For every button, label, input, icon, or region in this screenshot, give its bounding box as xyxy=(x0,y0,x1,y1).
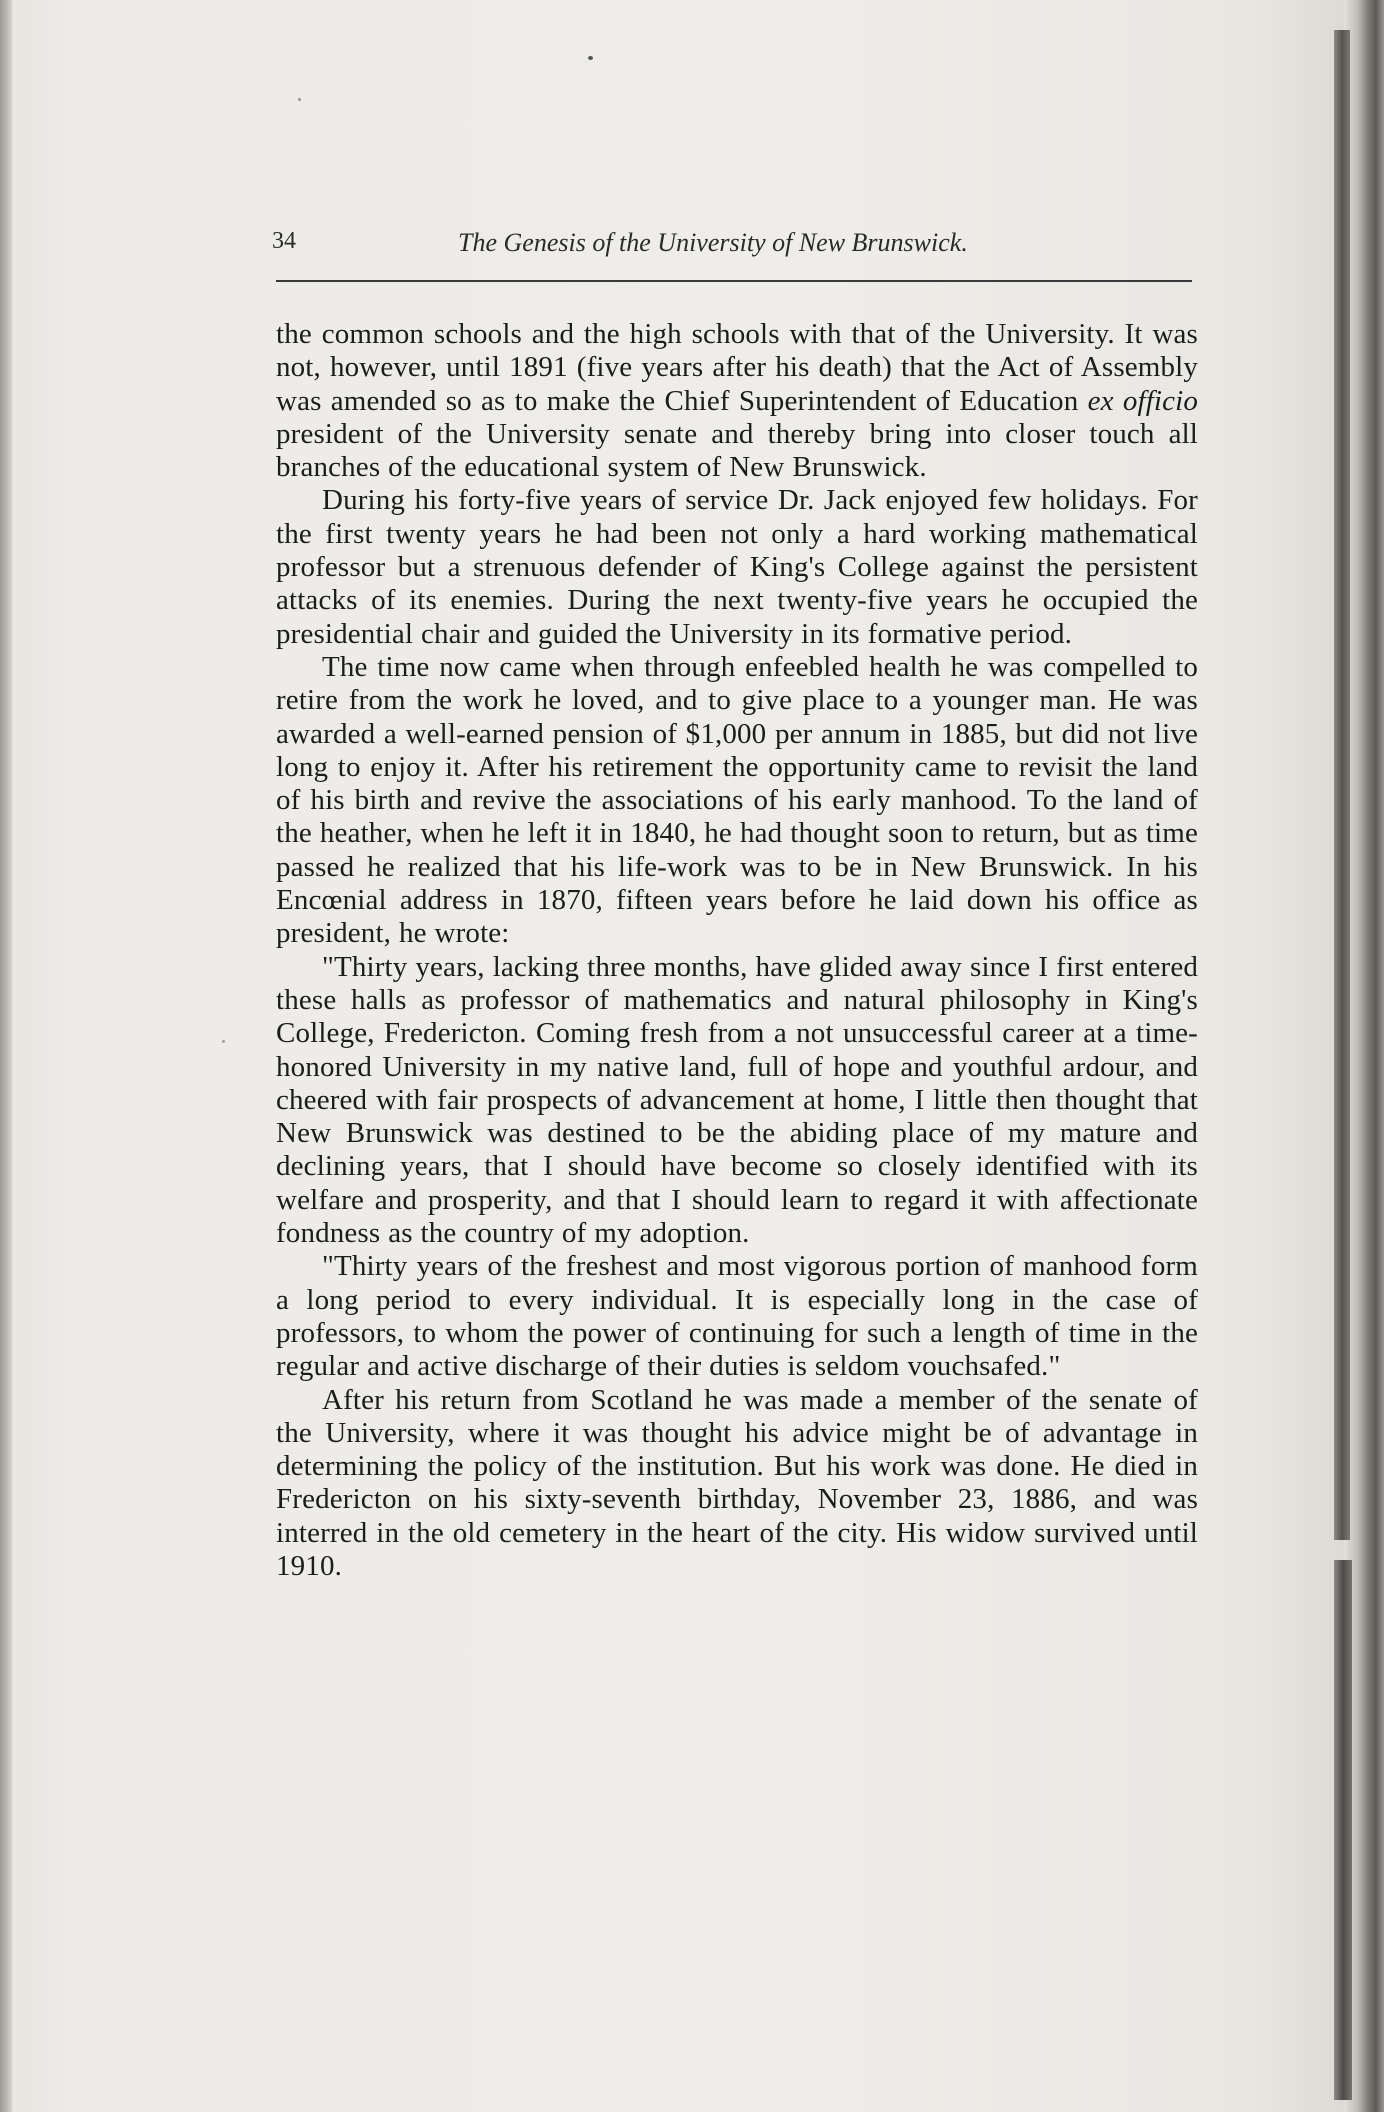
binding-strip-lower xyxy=(1334,1560,1352,2100)
body-text xyxy=(276,318,1198,1583)
quoted-paragraph: "Thirty years of the freshest and most vigorous portion of manhood form a long period to every individual. It is especially long in the case of professors, to whom the power of continuing for such a length of time in the regular and active discharge of their duties is seldom vouchsafed." xyxy=(276,1250,1198,1383)
running-header xyxy=(272,228,1192,268)
scan-speck xyxy=(298,98,301,101)
paragraph: After his return from Scotland he was made a member of the senate of the University, where it was thought his advice might be of advantage in determining the policy of the institution. But his work was done. He died in Fredericton on his sixty-seventh birthday, November 23, 1886, and was interred in the old cemetery in the heart of the city. His widow survived until 1910. xyxy=(276,1383,1198,1582)
scan-speck xyxy=(222,1040,225,1043)
paragraph: the common schools and the high schools with that of the University. It was not, however, until 1891 (five years after his death) that the Act of Assembly was amended so as to make the Chief Superintendent of Education ex officio president of the University senate and thereby bring into closer touch all branches of the educational system of New Brunswick. xyxy=(276,318,1198,484)
scan-speck xyxy=(588,56,593,60)
header-rule xyxy=(276,280,1192,282)
italic-term: ex officio xyxy=(1087,384,1198,417)
page-left-edge-shadow xyxy=(0,0,12,2112)
paragraph: The time now came when through enfeebled health he was compelled to retire from the work he loved, and to give place to a younger man. He was awarded a well-earned pension of $1,000 per annum in 1885, but did not live long to enjoy it. After his retirement the opportunity came to revisit the land of his birth and revive the associations of his early manhood. To the land of the heather, when he left it in 1840, he had thought soon to return, but as time passed he realized that his life-work was to be in New Brunswick. In his Encœnial address in 1870, fifteen years before he laid down his office as president, he wrote: xyxy=(276,650,1198,950)
page-number: 34 xyxy=(272,228,296,254)
paragraph: During his forty-five years of service Dr. Jack enjoyed few holidays. For the first twenty years he had been not only a hard working mathematical professor but a strenuous defender of King's College against the persistent attacks of its enemies. During the next twenty-five years he occupied the presidential chair and guided the University in its formative period. xyxy=(276,484,1198,650)
running-title: The Genesis of the University of New Brunswick. xyxy=(458,228,968,257)
quoted-paragraph: "Thirty years, lacking three months, have glided away since I first entered these halls as professor of mathematics and natural philosophy in King's College, Fredericton. Coming fresh from a not unsuccessful career at a time-honored University in my native land, full of hope and youthful ardour, and cheered with fair prospects of advancement at home, I little then thought that New Brunswick was destined to be the abiding place of my mature and declining years, that I should have become so closely identified with its welfare and prosperity, and that I should learn to regard it with affectionate fondness as the country of my adoption. xyxy=(276,950,1198,1250)
binding-strip-upper xyxy=(1334,30,1350,1540)
